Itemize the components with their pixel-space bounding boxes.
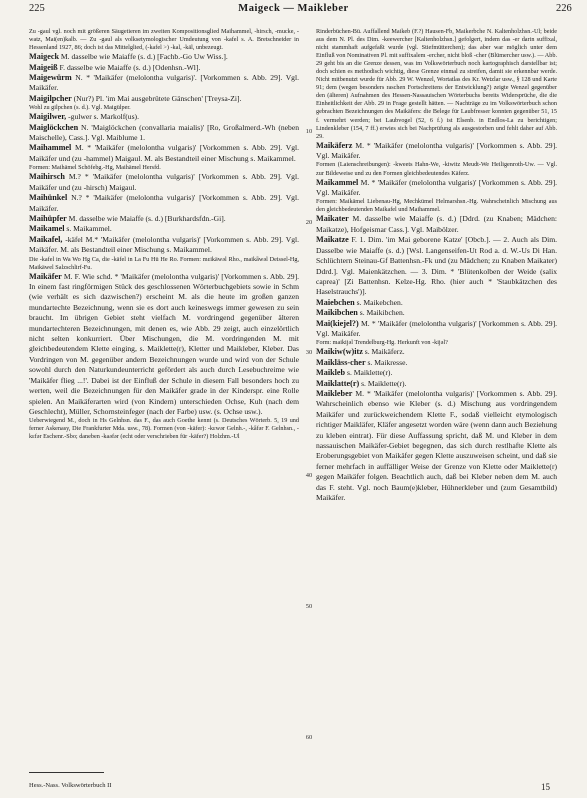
entry-note: Formen: Maihämel Schöfebg.-Hg, Maihämel Hersfd. <box>29 164 161 172</box>
headword: Maikamel <box>29 224 65 234</box>
headword: Maihirsch <box>29 172 65 182</box>
entry: Maiglöckchen N. 'Maiglöckchen (convallaria maialis)' [Ro, Großalmerd.-Wh (neben Maischelle), Cass.]. Vgl. Maiblume 1. <box>29 122 299 143</box>
entry: Maigeck M. dasselbe wie Maiaffe (s. d.) [Fachb.-Go Uw Wiss.]. <box>29 52 228 62</box>
entry: Maikäferz M. * 'Maikäfer (melolontha vulgaris)' [Vorkommen s. Abb. 29]. Vgl. Maikäfer. <box>316 140 557 161</box>
signature-number: 15 <box>541 782 550 792</box>
headword: Maikammel <box>316 177 359 187</box>
entry: Maiebchen s. Maikebchen. <box>316 297 403 307</box>
entry: Maihünkel N.? * 'Maikäfer (melolontha vulgaris)' [Vorkommen s. Abb. 29]. Vgl. Maikäfer. <box>29 193 299 213</box>
running-title: Maigeck — Maikleber <box>238 3 349 14</box>
line-number: 40 <box>305 472 313 479</box>
headword: Maiglöckchen <box>29 122 79 132</box>
headword: Maikläss-cher <box>316 357 366 367</box>
entry: Maikatze F. 1. Dim. 'im Mai geborene Katze' [Obcb.]. — 2. Auch als Dim. Dasselbe wie Maiaffe (s. d.) [Wsl. Langenseifen-Ut Rod a. d. W.-Us Di Han. Schlüchtern Steinau-Gf Battenhsn.-Fk und (zu Mädchen; zu Knaben Maikater) Ddrd.]. Vgl. Maienkätzchen. — 3. Dim. * 'Blütenkolben der Weide (salix caprea)' [Zi Battenhsn. Kelze-Hg. Rho. (hier auch * 'Staubkätzchen des Haselstrauchs')]. <box>316 235 557 297</box>
entry-note: Wohl zu gilpchen (s. d.). Vgl. Maigülper. <box>29 104 131 112</box>
headword: Maikatze <box>316 235 349 245</box>
entry: Maikäfer M. F. Wie schd. * 'Maikäfer (melolontha vulgaris)' [Vorkommen s. Abb. 29]. In einem fast ringförmigen Stück des geschlossenen Wörterbuchgebiets sowie in Schm (wie verhält es sich dazwischen?) erscheint M. als die heute im großen ganzen mundartechte Bezeichnung, wenn sie es dort auch keineswegs immer gewesen zu sein braucht. Im übrigen Gebiet steht vielfach M. vordringend gegenüber älteren mundartechteren Bezeichnungen, mit denen es, wie Abb. 29 zeigt, auch einzelörtlich nicht selten konkurriert. Über Mischungen, die M. vordringenden M. mit gleichbedeutendem Klette einging, s. Maiklette(r), Kletter und Maikleber, Kleber. Das Vordringen von M. gegenüber andern Bezeichnungen wurde und wird von der Schule sowohl durch den Naturkundeunterricht gefördert als auch durch Lesebuchreime wie 'Maikäfer flieg ...!'. Dabei ist der Einfluß der Schule in diesem Fall besonders hoch zu werten, weil die Bezeichnungen für den Maikäfer grade in der Kinderspr. eine Rolle spielen. An Maikäferarten wird (von Kindern) unterschieden Ochse, Kuh (nach dem Geschlecht), Müller, Schornsteinfeger (nach der Farbe) usw. (s. Ochse usw.). <box>29 271 299 416</box>
entry: Maikammel M. * 'Maikäfer (melolontha vulgaris)' [Vorkommen s. Abb. 29]. Vgl. Maikäfer. <box>316 177 557 197</box>
entry: Maihirsch M.? * 'Maikäfer (melolontha vulgaris)' [Vorkommen s. Abb. 29]. Vgl. Maikäfer und (zu -hirsch) Maigaul. <box>29 172 299 192</box>
entry: Maigilpcher (Nur?) Pl. 'im Mai ausgebrütete Gänschen' [Treysa-Zi]. <box>29 93 242 103</box>
headword: Maikiw(w)itz <box>316 347 363 357</box>
entry-note: Formen: Maikämel Liebenau-Hg, Mechkümel Helmarshsn.-Hg. Wahrscheinlich Mischung aus den gleichbedeutenden Maikafel und Maihammel. <box>316 198 557 214</box>
entry: Maikamel s. Maikammel. <box>29 224 112 234</box>
headword: Maihüpfer <box>29 213 67 223</box>
entry: Maikafel, -käfel M.* 'Maikäfer (melolontha vulgaris)' [Vorkommen s. Abb. 29]. Vgl. Maikäfer. M. als Bestandteil einer Mischung s. Maikammel. <box>29 234 299 255</box>
entry: Maihüpfer M. dasselbe wie Maiaffe (s. d.) [Burkhardsfdn.-Gi]. <box>29 213 226 223</box>
entry-note: Form: maikijǝl Trendelburg-Hg. Herkunft von -kijǝl? <box>316 339 448 347</box>
entry: Maikater M. dasselbe wie Maiaffe (s. d.) [Ddrd. (zu Knaben; Mädchen: Maikatze), Hofgeismar Cass.]. Vgl. Maibölzer. <box>316 214 557 234</box>
left-column <box>29 28 299 760</box>
paragraph: Rinderbüchen-Bü. Auffallend Maikeb (F.?) Hausen-Fb, Maikerbche N. Kaltenholzhsn.-Ul; beide aus dem N. Pl. des Dim. -keewercher [Kaltenholzhsn.] gefolgert, indem das -er darin suffixal, nicht stammhaft aufgefaßt wurde (vgl. Stiefmütterchen); das aber war möglich unter dem Einfluß von Nominativen Pl. mit suffixalem -ercher, nicht bloß -cher (Blümercher usw.). — Abb. 29 geht bis an die Grenze dessen, was im Volkswörterbuch noch kartographisch darstellbar ist; doch schien es methodisch wichtig, diese Grenze einmal zu streifen, damit sie erkennbar werde. Nicht mitbenutzt wurde für Abb. 29 W. Wenzel, Wortatlas des Kr. Wetzlar usw., § 128 und Karte 91; dem (wegen besonders raschen Fortschreitens der Entwicklung?) zeigte Wenzel gegenüber den (älteren) Aufnahmen des Hessen-Nassauischen Wörterbuchs bereits Widersprüche, die die Einheitlichkeit der Abb. 29 in Frage gestellt hätten. — Nachträge zu im Volkswörterbuch schon gebrachten Bezeichnungen des Maikäfers: die Belege für Laubfresser konnten gegenüber 51, 15 f. vermehrt werden; bei Laubvogel (52, 6 f.) ist Elsenb. in Endlos-La zu berichtigen; Lindenkleber (154, 7 ff.) erwies sich bei Nachprüfung als ausgestorben und fehlt daher auf Abb. 29. <box>316 28 557 140</box>
entry: Mai(kiejel?) M. * 'Maikäfer (melolontha vulgaris)' [Vorkommen s. Abb. 29]. Vgl. Maikäfer. <box>316 318 557 338</box>
headword: Maikibchen <box>316 308 358 318</box>
line-number: 30 <box>305 349 313 356</box>
entry: Maikleber M. * 'Maikäfer (melolontha vulgaris)' [Vorkommen s. Abb. 29]. Wahrscheinlich ebenso wie Kleber (s. d.) Mischung aus vordringendem Maikäfer und zurückweichendem Klette F., sodaß vielleicht etymologisch richtiger Maikläfer, Kläfer angesetzt worden wäre (wenn dann auch Beziehung zu kleben eintrat). Für diese Auffassung spricht, daß M. und Kleber in dem nassauischen Maikäfer-Gebiet begegnen, das sich durch restlhafte Klette als Eroberungsgebiet von Maikäfer gegen Klette auszuweisen scheint, und daß sie ferner mehrfach in auffälliger Weise der Grenze von Klette oder Maiklette(r) gegen Maikäfer folgen. Beachtlich auch, daß bei Kleber neben dem M. auch das F. steht. Vgl. noch Baum(e)kleber, Hühnerkleber und (zum Gesamtbild) Maikäfer. <box>316 389 557 503</box>
headword: Maikäferz <box>316 140 353 150</box>
line-number: 60 <box>305 734 313 741</box>
entry: Maigeiß F. dasselbe wie Maiaffe (s. d.) [Odenhsn.-Wl]. <box>29 62 201 72</box>
page-header <box>0 3 587 19</box>
headword: Maiebchen <box>316 297 355 307</box>
headword: Maikater <box>316 214 349 224</box>
paragraph: Zu -gaul vgl. noch mit größeren Säugetieren im zweiten Kompositionsglied Maihammel, -hirsch, -mucke, -watz, Mai(en)kalb. — Zu -gaul als volksetymologischer Umdeutung von -kafel s. A. Bretschneider in Hessenland 1927, 86; doch ist das Mittelglied, (-kafel >) -kal, -käl, unbezeugt. <box>29 28 299 52</box>
line-number: 20 <box>305 219 313 226</box>
entry-note: Die -kafel in Wa Wo Hg Ca, die -käfel in La Fu Hü He Ro. Formen: mɛikäwəl Rho., maikǟwəl Deissel-Hg, Maikäwel Salzschlirf-Fu. <box>29 255 299 271</box>
entry: Maigewürm N. * 'Maikäfer (melolontha vulgaris)'. [Vorkommen s. Abb. 29]. Vgl. Maikäfer. <box>29 72 299 93</box>
entry: Maikibchen s. Maikibchen. <box>316 308 405 318</box>
entry-note: Ueberwiegend M., doch in Hs Gelnhsn. das F., das auch Goethe kennt (s. Deutsches Wörterb. 5, 19 und ferner Askenasy, Die Frankfurter Mda. usw., 78). Formen (von -käfer): -kɛwər Gelnh.-, -kǟfǝr F. Gelnhsn., -kɛfər Eschenr.-Sbo; daneben -kaǝfər (echt oder verschrieben für -käfer?) Holzhm.-Ul <box>29 417 299 441</box>
headword: Maikäfer <box>29 271 62 281</box>
entry: Maihammel M. * 'Maikäfer (melolontha vulgaris)' [Vorkommen s. Abb. 29]. Vgl. Maikäfer und (zu -hammel) Maigaul. M. als Bestandteil einer Mischung s. Maikammel. <box>29 143 299 163</box>
right-column <box>316 28 557 760</box>
entry: Maikiw(w)itz s. Maikäferz. <box>316 347 405 357</box>
entry: Maiklatte(r) s. Maiklette(r). <box>316 378 407 388</box>
line-number: 50 <box>305 603 313 610</box>
entry: Maikläss-cher s. Maikresse. <box>316 357 408 367</box>
headword: Maigewürm <box>29 72 72 82</box>
headword: Maigeiß <box>29 62 58 72</box>
headword: Maihammel <box>29 143 72 153</box>
headword: Maiklatte(r) <box>316 378 360 388</box>
entry: Maigilwer, -gulwer s. Markolf(us). <box>29 112 139 122</box>
line-number: 10 <box>305 128 313 135</box>
entry: Maikleb s. Maiklette(r). <box>316 368 393 378</box>
footer-rule <box>29 772 104 773</box>
headword: Maikleber <box>316 389 353 399</box>
headword: Maikleb <box>316 368 346 378</box>
entry-note: Formen (Laienschreibungen): -kweets Hahn-We, -kiwitz Meudt-We Heiligenroth-Uw. — Vgl. zur Bildeweise und zu den Formen gleichbedeutendes Käferz. <box>316 161 557 177</box>
headword: Maigilwer, <box>29 112 67 122</box>
headword: Maigeck <box>29 52 60 62</box>
page-number-right: 226 <box>556 3 572 14</box>
footer-imprint: Hess.-Nass. Volkswörterbuch II <box>29 782 112 789</box>
headword: Maigilpcher <box>29 93 72 103</box>
headword: Maikafel, <box>29 234 63 244</box>
page-number-left: 225 <box>29 3 45 14</box>
headword: Maihünkel <box>29 193 68 203</box>
headword: Mai(kiejel?) <box>316 318 359 328</box>
